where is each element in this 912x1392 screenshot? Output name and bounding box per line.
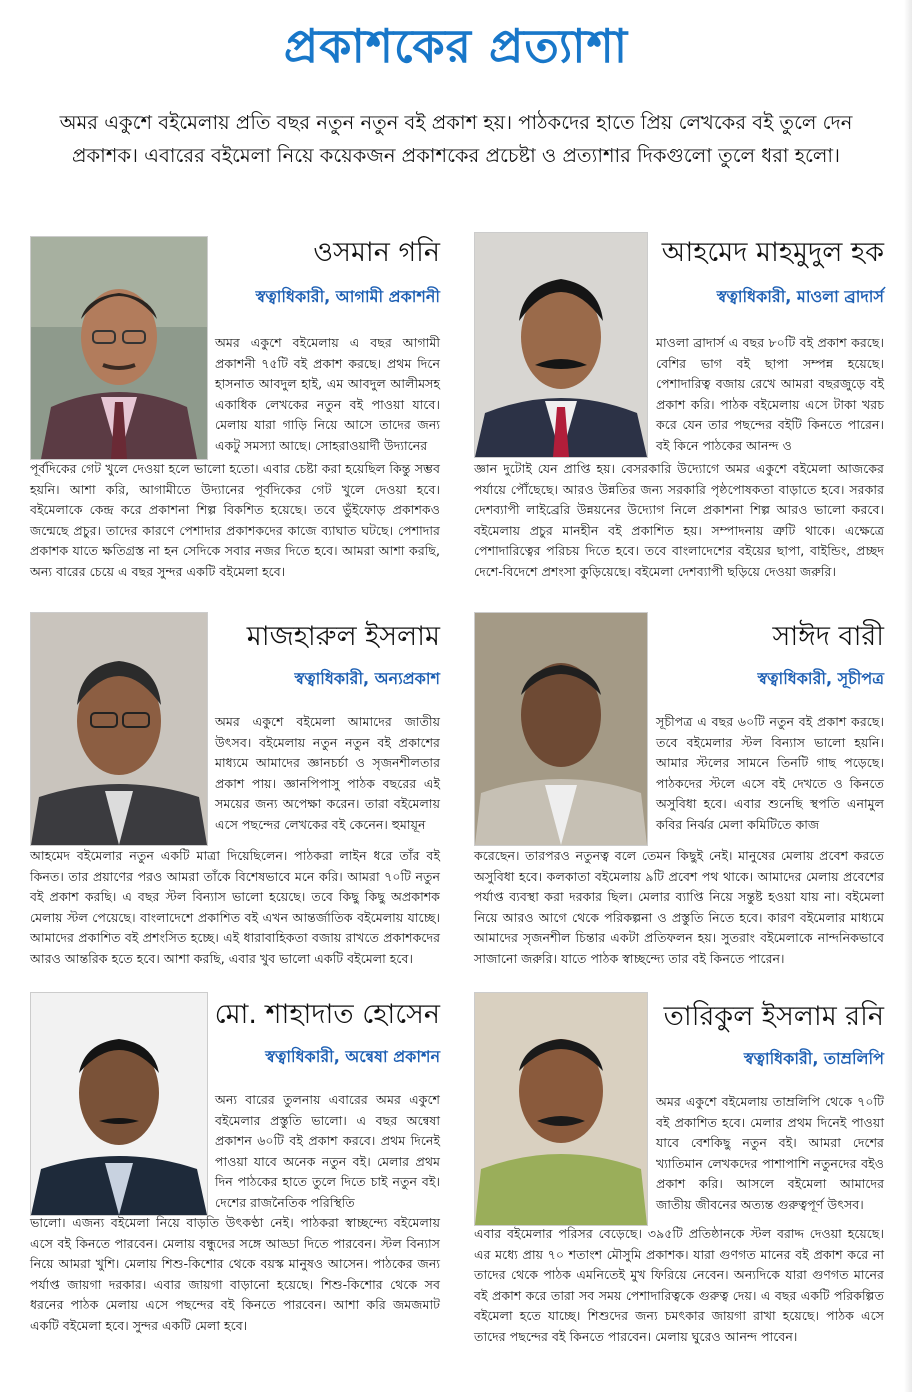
article-text-bottom: পূর্বদিকের গেট খুলে দেওয়া হলে ভালো হতো। এবার চেষ্টা করা হয়েছিল কিন্তু সম্ভব হয়নি। আশা করি, আগামীতে উদ্যানের পূর্বদিকের গেট খুলে দেওয়া হবে। বইমেলাকে কেন্দ্র করে প্রকাশনা শিল্প বিকশিত হয়েছে। তবে ভুঁইফোড় প্রকাশকও জন্মেছে প্রচুর। তাদের কারণে পেশাদার প্রকাশকদের কাজে ব্যাঘাত ঘটছে। পেশাদার প্রকাশক যাতে ক্ষতিগ্রস্ত না হন সেদিকে সবার নজর দিতে হবে। আমরা আশা করছি, অন্য বারের চেয়ে এ বছর সুন্দর একটি বইমেলা হবে।	[30, 461, 440, 579]
article-text-top: অমর একুশে বইমেলায় তাম্রলিপি থেকে ৭০টি বই প্রকাশিত হবে। মেলার প্রথম দিনেই পাওয়া যাবে বেশকিছু নতুন বই। আমরা দেশের খ্যাতিমান লেখকদের পাশাপাশি নতুনদের বইও প্রকাশ করি। আসলে বইমেলা আমাদের জাতীয় জীবনের অত্যন্ত গুরুত্বপূর্ণ উৎসব।	[656, 1094, 884, 1212]
article-text-top: অমর একুশে বইমেলায় এ বছর আগামী প্রকাশনী ৭৫টি বই প্রকাশ করছে। প্রথম দিনে হাসনাত আবদুল হাই, এম আবদুল আলীমসহ একাধিক লেখকের নতুন বই পাওয়া যাবে। মেলায় যারা গাড়ি নিয়ে আসে তাদের জন্য একটু সমস্যা আছে। সোহরাওয়ার্দী উদ্যানের	[215, 335, 440, 453]
article-text-top: অন্য বারের তুলনায় এবারের অমর একুশে বইমেলার প্রস্তুতি ভালো। এ বছর অন্বেষা প্রকাশন ৬০টি বই প্রকাশ করবে। প্রথম দিনেই পাওয়া যাবে অনেক নতুন বই। মেলার প্রথম দিন পাঠকের হাতে তুলে দিতে চাই নতুন বই। দেশের রাজনৈতিক পরিস্থিতি	[215, 1092, 440, 1210]
article-text-top: সূচীপত্র এ বছর ৬০টি নতুন বই প্রকাশ করছে। তবে বইমেলার স্টল বিন্যাস ভালো হয়নি। আমার স্টলের সামনে তিনটি গাছ পড়েছে। পাঠকদের স্টলে এসে বই দেখতে ও কিনতে অসুবিধা হবে। এবার শুনেছি স্থপতি এনামুল কবির নির্ঝর মেলা কমিটিতে কাজ	[656, 714, 884, 832]
publisher-name: আহমেদ মাহমুদুল হক	[661, 237, 884, 268]
publisher-role: স্বত্বাধিকারী, তাম্রলিপি	[743, 1049, 884, 1068]
publisher-name: মাজহারুল ইসলাম	[246, 621, 440, 652]
article-text-top: অমর একুশে বইমেলা আমাদের জাতীয় উৎসব। বইমেলায় নতুন নতুন বই প্রকাশের মাধ্যমে আমাদের জ্ঞানচর্চা ও সৃজনশীলতার প্রকাশ পায়। জ্ঞানপিপাসু পাঠক বছরের এই সময়ের জন্য অপেক্ষা করেন। তারা বইমেলায় এসে পছন্দের লেখকের বই কেনেন। হুমায়ূন	[215, 714, 440, 832]
article-text-bottom: এবার বইমেলার পরিসর বেড়েছে। ৩৯৫টি প্রতিষ্ঠানকে স্টল বরাদ্দ দেওয়া হয়েছে। এর মধ্যে প্রায় ৭০ শতাংশ মৌসুমি প্রকাশক। যারা গুণগত মানের বই প্রকাশ করে না তাদের থেকে পাঠক এমনিতেই মুখ ফিরিয়ে নেবেন। অন্যদিকে যারা গুণগত মানের বই প্রকাশ করে তারা সব সময় পেশাদারিত্বকে গুরুত্ব দেয়। এ বছর একটি পরিকল্পিত বইমেলা হতে যাচ্ছে। শিশুদের জন্য চমৎকার জায়গা রাখা হয়েছে। পাঠক এসে তাদের পছন্দের বই কিনতে পারবেন। মেলায় ঘুরেও আনন্দ পাবেন।	[474, 1226, 884, 1344]
article-text-bottom: ভালো। এজন্য বইমেলা নিয়ে বাড়তি উৎকণ্ঠা নেই। পাঠকরা স্বাচ্ছন্দ্যে বইমেলায় এসে বই কিনতে পারবেন। মেলায় বন্ধুদের সঙ্গে আড্ডা দিতে পারবেন। স্টল বিন্যাস নিয়ে আমরা খুশি। মেলায় শিশু-কিশোর থেকে বয়স্ক মানুষও আসেন। পাঠকের জন্য পর্যাপ্ত জায়গা দরকার। এবার জায়গা বাড়ানো হয়েছে। শিশু-কিশোর থেকে সব ধরনের পাঠক মেলায় এসে পছন্দের বই কিনতে পারবেন। আশা করি জমজমাট একটি বইমেলা হবে। সুন্দর একটি মেলা হবে।	[30, 1215, 440, 1333]
publisher-role: স্বত্বাধিকারী, অন্যপ্রকাশ	[294, 669, 440, 688]
article-text-top: মাওলা ব্রাদার্স এ বছর ৮০টি বই প্রকাশ করছে। বেশির ভাগ বই ছাপা সম্পন্ন হয়েছে। পেশাদারিত্ব বজায় রেখে আমরা বছরজুড়ে বই প্রকাশ করি। পাঠক বইমেলায় এসে টাকা খরচ করে যেন তার পছন্দের বইটি কিনতে পারেন। বই কিনে পাঠকের আনন্দ ও	[656, 335, 884, 453]
portrait-photo	[30, 236, 208, 460]
page-title: প্রকাশকের প্রত্যাশা	[283, 19, 629, 73]
article-text-bottom: করেছেন। তারপরও নতুনত্ব বলে তেমন কিছুই নেই। মানুষের মেলায় প্রবেশ করতে অসুবিধা হবে। কলকাতা বইমেলায় ৯টি প্রবেশ পথ থাকে। আমাদের মেলায় প্রবেশের পর্যাপ্ত ব্যবস্থা করা দরকার ছিল। মেলার ব্যাপ্তি নিয়ে সন্তুষ্ট হওয়া যায় না। বইমেলা নিয়ে আরও আগে থেকে পরিকল্পনা ও প্রস্তুতি নিতে হবে। কারণ বইমেলার মাধ্যমে আমাদের সৃজনশীল চিন্তার একটা প্রতিফলন হয়। সুতরাং বইমেলাকে নান্দনিকভাবে সাজানো জরুরি। যাতে পাঠক স্বাচ্ছন্দ্যে তার বই কিনতে পারেন।	[474, 848, 884, 966]
intro-paragraph: অমর একুশে বইমেলায় প্রতি বছর নতুন নতুন বই প্রকাশ হয়। পাঠকদের হাতে প্রিয় লেখকের বই তুলে দেন প্রকাশক। এবারের বইমেলা নিয়ে কয়েকজন প্রকাশকের প্রচেষ্টা ও প্রত্যাশার দিকগুলো তুলে ধরা হলো।	[59, 111, 853, 167]
publisher-role: স্বত্বাধিকারী, মাওলা ব্রাদার্স	[716, 287, 884, 306]
portrait-photo	[30, 612, 208, 846]
publisher-name: ওসমান গনি	[313, 237, 440, 268]
publisher-role: স্বত্বাধিকারী, অন্বেষা প্রকাশন	[265, 1047, 440, 1066]
publisher-name: সাঈদ বারী	[772, 621, 884, 652]
publisher-name: তারিকুল ইসলাম রনি	[663, 1001, 884, 1032]
publisher-role: স্বত্বাধিকারী, সূচীপত্র	[757, 669, 884, 688]
article-text-bottom: আহমেদ বইমেলার নতুন একটি মাত্রা দিয়েছিলেন। পাঠকরা লাইন ধরে তাঁর বই কিনত। তার প্রয়াণের পরও আমরা তাঁকে বিশেষভাবে মনে করি। আমরা ৭০টি নতুন বই প্রকাশ করছি। এ বছর স্টল বিন্যাস ভালো হয়েছে। তবে কিছু কিছু অপ্রকাশক মেলায় স্টল পেয়েছে। বাংলাদেশে প্রকাশিত বই এখন আন্তর্জাতিক বইমেলায় যাচ্ছে। আমাদের প্রকাশিত বই প্রশংসিত হচ্ছে। এই ধারাবাহিকতা বজায় রাখতে প্রকাশকদের আরও আন্তরিক হতে হবে। আশা করছি, এবার খুব ভালো একটি বইমেলা হবে।	[30, 848, 440, 966]
publisher-name: মো. শাহাদাত হোসেন	[214, 999, 440, 1030]
article-text-bottom: জ্ঞান দুটোই যেন প্রাপ্তি হয়। বেসরকারি উদ্যোগে অমর একুশে বইমেলা আজকের পর্যায়ে পৌঁছেছে। আরও উন্নতির জন্য সরকারি পৃষ্ঠপোষকতা বাড়াতে হবে। সরকার দেশব্যাপী লাইব্রেরি উন্নয়নের উদ্যোগ নিলে প্রকাশনা শিল্প আরও ভালো করবে। বইমেলায় প্রচুর মানহীন বই প্রকাশিত হয়। সম্পাদনায় ত্রুটি থাকে। এক্ষেত্রে পেশাদারিত্বের পরিচয় দিতে হবে। তবে বাংলাদেশের বইয়ের ছাপা, বাইন্ডিং, প্রচ্ছদ দেশে-বিদেশে প্রশংসা কুড়িয়েছে। বইমেলা দেশব্যাপী ছড়িয়ে দেওয়া জরুরি।	[474, 461, 884, 579]
publisher-role: স্বত্বাধিকারী, আগামী প্রকাশনী	[255, 287, 440, 306]
portrait-photo	[30, 992, 208, 1216]
page-edge-shadow	[904, 0, 912, 1392]
